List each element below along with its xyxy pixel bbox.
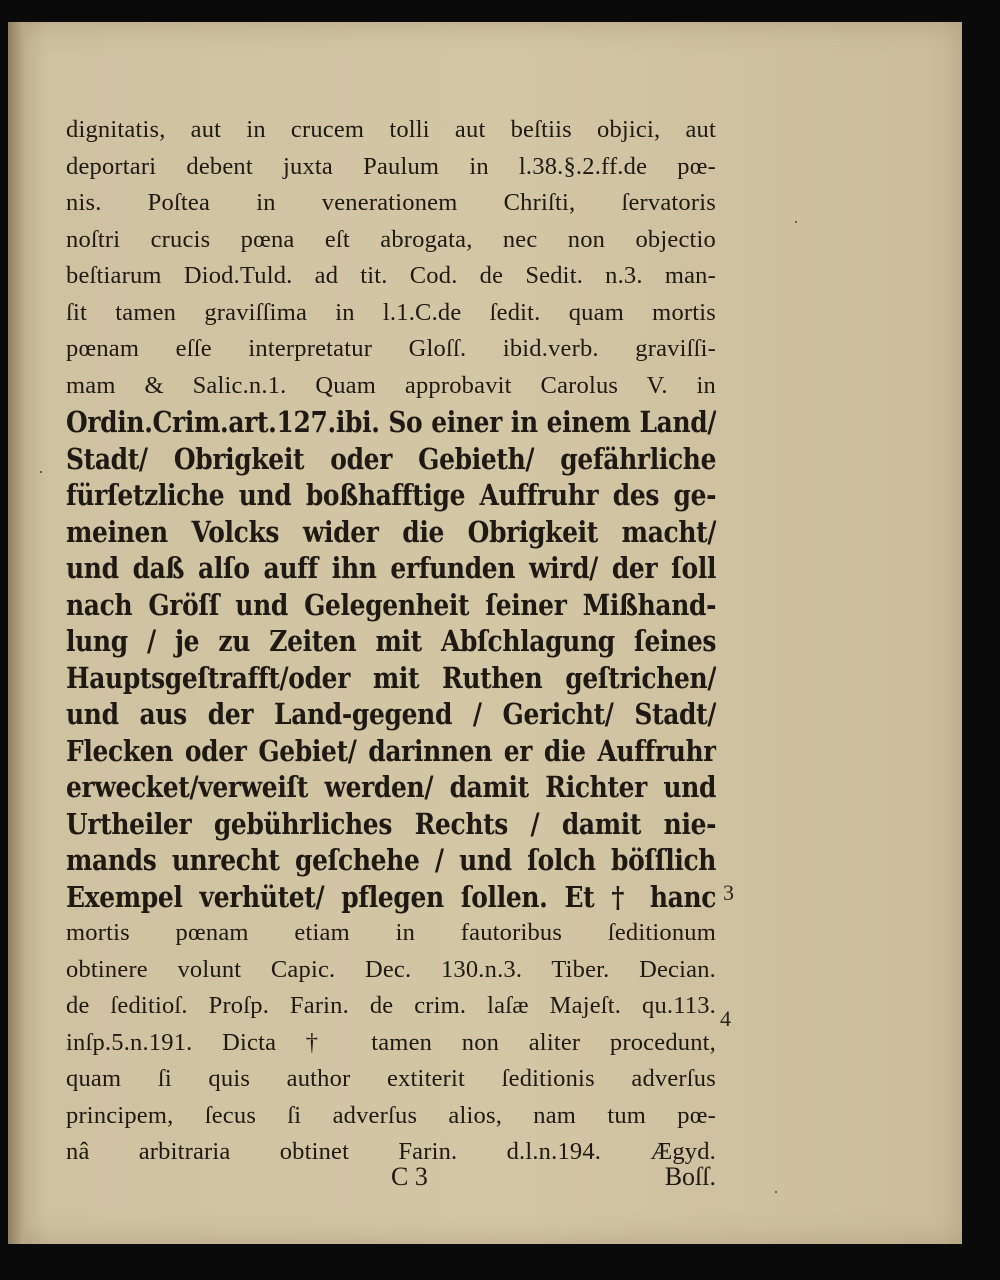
- text-line: obtinere volunt Capic. Dec. 130.n.3. Tiber. Decian.: [66, 955, 716, 983]
- text-line: nis. Poſtea in venerationem Chriſti, ſervatoris: [66, 189, 716, 216]
- text-line: beſtiarum Diod.Tuld. ad tit. Cod. de Sedit. n.3. man-: [66, 262, 716, 289]
- text-line: ſit tamen graviſſima in l.1.C.de ſedit. quam mortis: [66, 298, 716, 326]
- text-line: mam & Salic.n.1. Quam approbavit Carolus V. in: [66, 371, 716, 399]
- text-line: Hauptsgeſtrafft/oder mit Ruthen geſtrichen/: [66, 660, 717, 695]
- ink-speck: ·: [773, 1182, 779, 1202]
- text-line: mortis pœnam etiam in fautoribus ſeditionum: [66, 919, 716, 946]
- text-line: nâ arbitraria obtinet Farin. d.l.n.194. Ægyd.: [66, 1138, 716, 1165]
- text-line: noſtri crucis pœna eſt abrogata, nec non objectio: [66, 225, 716, 253]
- book-page: [8, 22, 962, 1244]
- text-line: und daß alſo auff ihn erfunden wird/ der ſoll: [66, 551, 717, 585]
- text-line: deportari debent juxta Paulum in l.38.§.2.ff.de pœ-: [66, 152, 716, 180]
- ink-speck: ·: [793, 212, 799, 232]
- text-line: Exempel verhütet/ pflegen ſollen. Et † hanc: [66, 879, 717, 914]
- text-line: inſp.5.n.191. Dicta † tamen non aliter procedunt,: [66, 1028, 716, 1056]
- text-line: lung / je zu Zeiten mit Abſchlagung ſeines: [66, 624, 717, 658]
- text-line: pœnam eſſe interpretatur Gloſſ. ibid.verb. graviſſi-: [66, 335, 716, 362]
- text-line: quam ſi quis author extiterit ſeditionis adverſus: [66, 1065, 716, 1092]
- ink-speck: ·: [38, 462, 44, 482]
- text-line: Stadt/ Obrigkeit oder Gebieth/ gefährliche: [66, 441, 717, 476]
- text-line: Flecken oder Gebiet/ darinnen er die Auffruhr: [66, 733, 717, 768]
- text-line: meinen Volcks wider die Obrigkeit macht/: [66, 514, 717, 549]
- margin-note-number: 3: [723, 880, 734, 905]
- text-line: de ſeditioſ. Proſp. Farin. de crim. laſæ Majeſt. qu.113.: [66, 992, 716, 1019]
- margin-note-number: 4: [720, 1006, 731, 1031]
- text-line: mands unrecht geſchehe / und ſolch böſſlich: [66, 843, 717, 877]
- text-line: Ordin.Crim.art.127.ibi. So einer in einem Land/: [66, 405, 717, 439]
- page-footer: [66, 1162, 716, 1198]
- page-gutter: [8, 22, 24, 1244]
- text-line: und aus der Land-gegend / Gericht/ Stadt/: [66, 697, 717, 731]
- text-line: principem, ſecus ſi adverſus alios, nam tum pœ-: [66, 1101, 716, 1129]
- text-line: nach Gröſſ und Gelegenheit ſeiner Mißhand-: [66, 587, 717, 622]
- text-line: dignitatis, aut in crucem tolli aut beſtiis objici, aut: [66, 116, 716, 143]
- catchword: Boſſ.: [664, 1162, 716, 1191]
- text-line: fürſetzliche und boßhafftige Auffruhr des ge-: [66, 478, 717, 512]
- body-text: [66, 112, 716, 1171]
- text-line: Urtheiler gebührliches Rechts / damit nie-: [66, 806, 717, 841]
- text-line: erwecket/verweiſt werden/ damit Richter und: [66, 770, 717, 804]
- signature-mark: C 3: [391, 1162, 428, 1191]
